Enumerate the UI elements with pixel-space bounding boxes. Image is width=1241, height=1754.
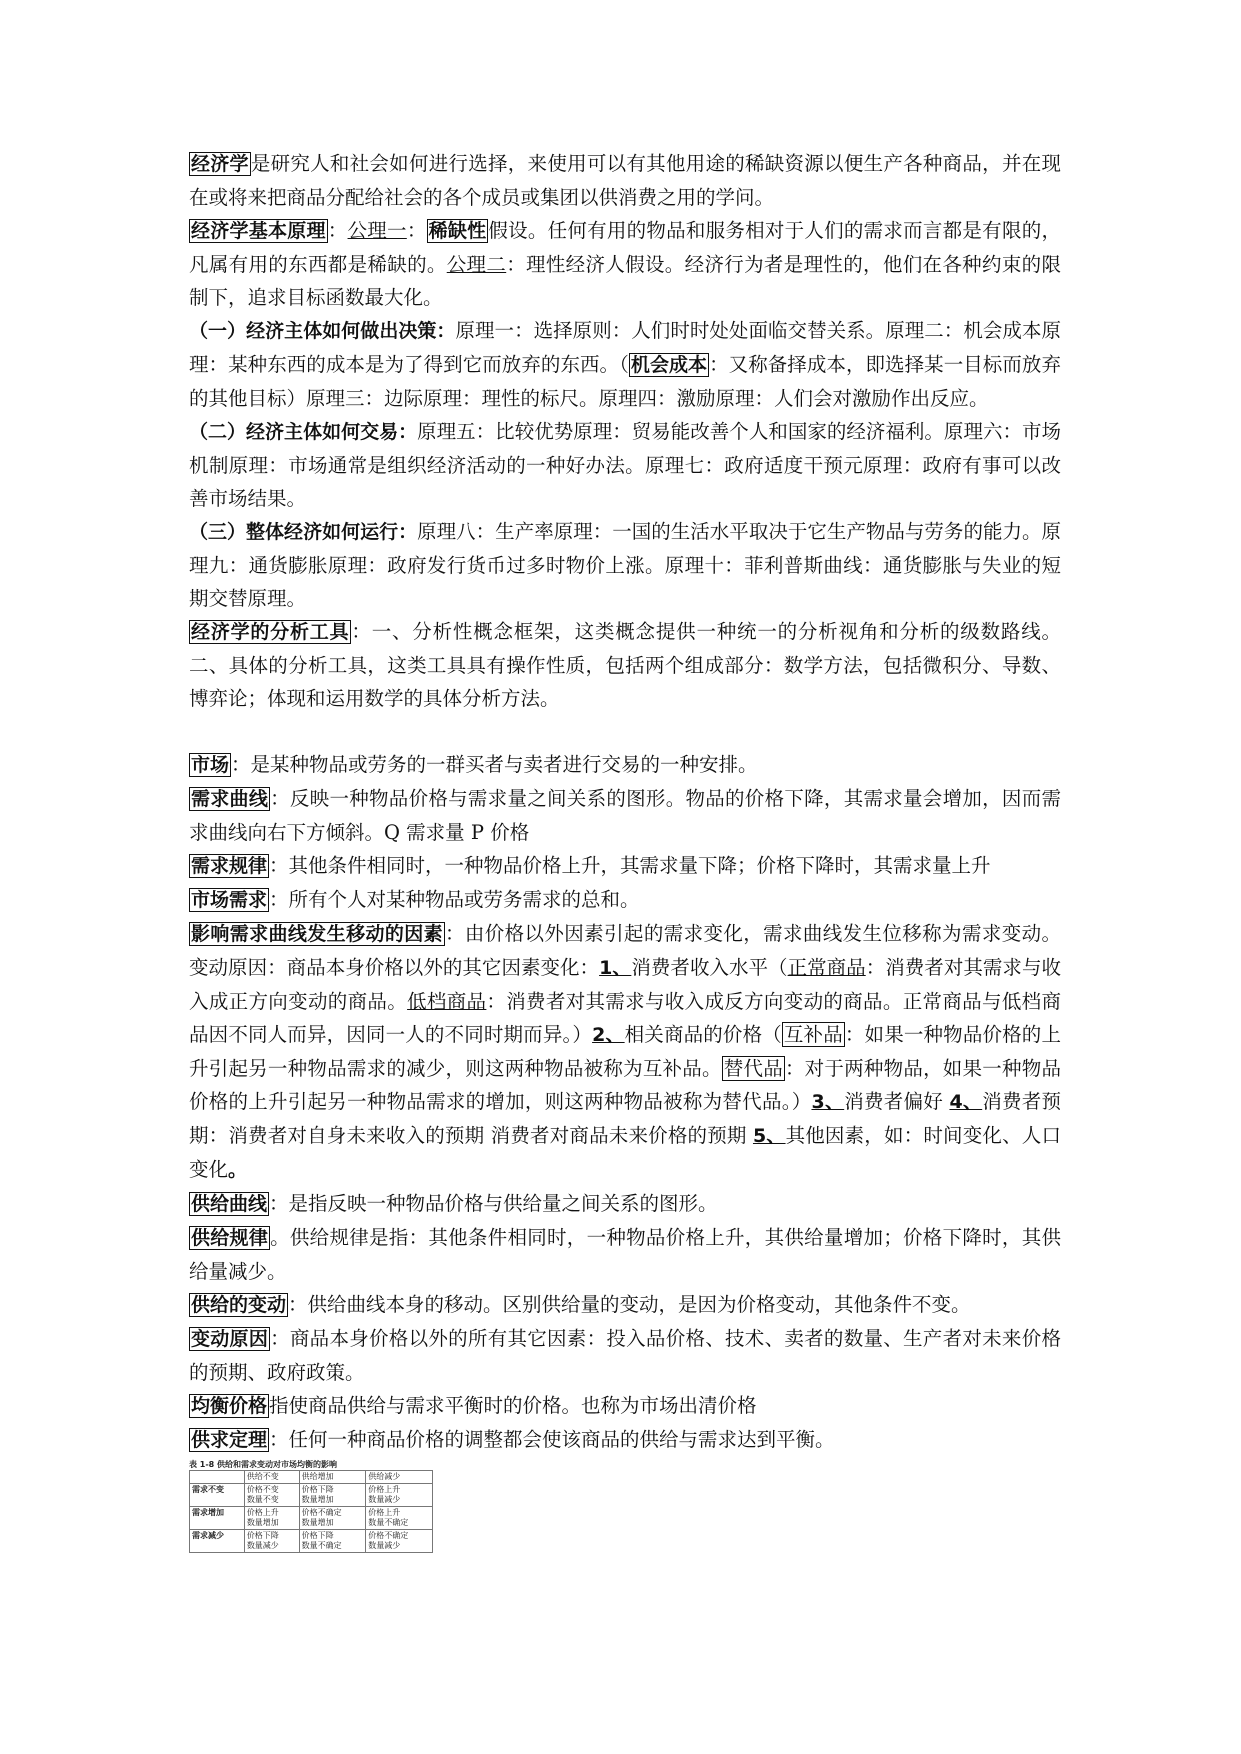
table-cell: [299, 1530, 366, 1553]
term-basic-principles: 经济学基本原理: [191, 220, 326, 242]
table-row-header: 需求增加: [190, 1507, 245, 1530]
list-number: 3、: [811, 1091, 845, 1113]
term-substitutes: 替代品: [723, 1057, 783, 1080]
term-supply-curve: 供给曲线: [191, 1193, 268, 1215]
term-law-of-supply: 供给规律: [191, 1227, 269, 1249]
paragraph-economics-definition: [189, 147, 1061, 214]
table-cell: [299, 1507, 366, 1530]
section-heading: （三）整体经济如何运行：: [189, 521, 418, 543]
term-change-causes: 变动原因: [191, 1328, 269, 1350]
separator: ：: [327, 219, 348, 242]
cell-line: 数量增加: [301, 1518, 334, 1527]
paragraph-law-of-supply: [189, 1221, 1061, 1288]
cell-line: 价格上升: [368, 1508, 401, 1517]
table-header-cell: [190, 1471, 245, 1484]
term-supply-demand-theorem: 供求定理: [191, 1429, 268, 1451]
term-market-demand: 市场需求: [191, 889, 268, 911]
paragraph-economy: [189, 515, 1061, 615]
paragraph-law-of-demand: [189, 849, 1061, 883]
term-analysis-tools: 经济学的分析工具: [191, 621, 350, 643]
list-number: 1、: [599, 957, 632, 979]
paragraph-market: [189, 748, 1061, 782]
term-market: 市场: [191, 754, 230, 776]
paragraph-text: ：其他条件相同时，一种物品价格上升，其需求量下降；价格下降时，其需求量上升: [269, 854, 991, 877]
term-inferior-goods: 低档商品: [407, 990, 487, 1013]
paragraph-text: 指使商品供给与需求平衡时的价格。也称为市场出清价格: [269, 1394, 757, 1417]
paragraph-text: ：如果一种物品价格的上升引起另一种物品需求的减少，则这两种物品被称为互补品。: [189, 1023, 1061, 1080]
separator: ：: [406, 219, 427, 242]
term-demand-curve: 需求曲线: [191, 788, 269, 810]
paragraph-text: 相关商品的价格（: [624, 1023, 782, 1046]
cell-line: 数量增加: [301, 1495, 334, 1504]
table-cell: [366, 1484, 433, 1507]
paragraph-basic-principles: [189, 214, 1061, 314]
table-caption: 表 1-8 供给和需求变动对市场均衡的影响: [189, 1460, 338, 1469]
section-heading: （二）经济主体如何交易：: [189, 421, 418, 443]
cell-line: 数量减少: [246, 1541, 279, 1550]
paragraph-analysis-tools: [189, 615, 1061, 715]
term-law-of-demand: 需求规律: [191, 855, 268, 877]
paragraph-change-causes: [189, 1322, 1061, 1389]
list-number: 4、: [949, 1091, 983, 1113]
paragraph-text: ：反映一种物品价格与需求量之间关系的图形。物品的价格下降，其需求量会增加，因而需求曲线向右下方倾斜。Q 需求量 P 价格: [189, 787, 1061, 844]
term-complements: 互补品: [783, 1023, 843, 1046]
axiom-one: 公理一: [347, 219, 407, 242]
table-cell: [299, 1484, 366, 1507]
table-row: [190, 1507, 433, 1530]
cell-line: 价格不确定: [301, 1508, 342, 1517]
paragraph-text: ：是某种物品或劳务的一群买者与卖者进行交易的一种安排。: [231, 753, 758, 776]
term-supply-change: 供给的变动: [191, 1294, 287, 1316]
table-cell: [366, 1507, 433, 1530]
cell-line: 数量减少: [368, 1495, 401, 1504]
paragraph-text: ：又称备择成本，即选择某一目标而放弃的其他目标）原理三：边际原理：理性的标尺。原理四：激励原理：人们会对激励作出反应。: [189, 353, 1061, 410]
table-row-header: 需求不变: [190, 1484, 245, 1507]
paragraph-text: 消费者预期：消费者对自身未来收入的预期 消费者对商品未来价格的预期: [189, 1090, 1061, 1147]
paragraph-supply-change: [189, 1288, 1061, 1322]
paragraph-text: 消费者收入水平（: [631, 956, 788, 979]
paragraph-supply-demand-theorem: [189, 1423, 1061, 1457]
cell-line: 价格不变: [246, 1485, 279, 1494]
paragraph-end: 。: [228, 1159, 248, 1181]
paragraph-text: 原理一：选择原则：人们时时处处面临交替关系。原理二：机会成本原理：某种东西的成本是为了得到它而放弃的东西。（: [189, 319, 1061, 376]
paragraph-text: ：消费者对其需求与收入成反方向变动的商品。正常商品与低档商品因不同人而异，因同一人的不同时期而异。）: [189, 990, 1061, 1046]
paragraph-supply-curve: [189, 1187, 1061, 1221]
cell-line: 价格下降: [301, 1531, 334, 1540]
cell-line: 数量不变: [246, 1495, 279, 1504]
paragraph-market-demand: [189, 883, 1061, 917]
section-heading: （一）经济主体如何做出决策：: [189, 320, 456, 342]
cell-line: 数量不确定: [301, 1541, 342, 1550]
blank-line: [189, 715, 1061, 748]
paragraph-text: ：理性经济人假设。经济行为者是理性的，他们在各种约束的限制下，追求目标函数最大化。: [189, 253, 1061, 309]
cell-line: 数量减少: [368, 1541, 401, 1550]
table-cell: [244, 1530, 299, 1553]
table-cell: [244, 1507, 299, 1530]
paragraph-text: ：对于两种物品，如果一种物品价格的上升引起另一种物品需求的增加，则这两种物品被称为替代品。）: [189, 1057, 1061, 1113]
cell-line: 价格下降: [246, 1531, 279, 1540]
table-row: [190, 1484, 433, 1507]
equilibrium-table-figure: [189, 1459, 1061, 1553]
paragraph-text: ：商品本身价格以外的所有其它因素：投入品价格、技术、卖者的数量、生产者对未来价格的预期、政府政策。: [189, 1327, 1061, 1384]
table-header-cell: 供给不变: [244, 1471, 299, 1484]
term-normal-goods: 正常商品: [787, 956, 866, 979]
table-header-cell: 供给减少: [366, 1471, 433, 1484]
term-demand-shift-factors: 影响需求曲线发生移动的因素: [191, 923, 443, 945]
cell-line: 数量不确定: [368, 1518, 409, 1527]
cell-line: 价格上升: [368, 1485, 401, 1494]
list-number: 2、: [592, 1024, 625, 1046]
paragraph-text: 消费者偏好: [844, 1090, 950, 1113]
term-opportunity-cost: 机会成本: [630, 354, 708, 376]
table-cell: [244, 1484, 299, 1507]
term-economics: 经济学: [191, 153, 249, 175]
table-row: [190, 1530, 433, 1553]
cell-line: 价格上升: [246, 1508, 279, 1517]
paragraph-text: ：所有个人对某种物品或劳务需求的总和。: [269, 888, 640, 911]
paragraph-demand-curve: [189, 782, 1061, 849]
paragraph-trade: [189, 415, 1061, 515]
paragraph-text: 是研究人和社会如何进行选择，来使用可以有其他用途的稀缺资源以便生产各种商品，并在现在或将来把商品分配给社会的各个成员或集团以供消费之用的学问。: [189, 152, 1061, 209]
table-row-header: 需求减少: [190, 1530, 245, 1553]
term-equilibrium-price: 均衡价格: [191, 1395, 268, 1417]
paragraph-text: 原理五：比较优势原理：贸易能改善个人和国家的经济福利。原理六：市场机制原理：市场通常是组织经济活动的一种好办法。原理七：政府适度干预元原理：政府有事可以改善市场结果。: [189, 420, 1061, 510]
cell-line: 价格不确定: [368, 1531, 409, 1540]
table-cell: [366, 1530, 433, 1553]
term-scarcity: 稀缺性: [428, 220, 487, 242]
table-header-row: [190, 1471, 433, 1484]
cell-line: 价格下降: [301, 1485, 334, 1494]
axiom-two: 公理二: [446, 253, 507, 276]
paragraph-text: 假设。任何有用的物品和服务相对于人们的需求而言都是有限的，凡属有用的东西都是稀缺的。: [189, 219, 1061, 276]
document-page: [189, 147, 1061, 1553]
paragraph-text: ：是指反映一种物品价格与供给量之间关系的图形。: [269, 1192, 718, 1215]
paragraph-decision-making: [189, 314, 1061, 415]
cell-line: 数量增加: [246, 1518, 279, 1527]
equilibrium-effects-table: [189, 1470, 433, 1553]
paragraph-equilibrium-price: [189, 1389, 1061, 1423]
table-header-cell: 供给增加: [299, 1471, 366, 1484]
paragraph-text: 其他因素，如：时间变化、人口变化: [189, 1124, 1061, 1181]
paragraph-text: ：由价格以外因素引起的需求变化，需求曲线发生位移称为需求变动。变动原因：商品本身价格以外的其它因素变化：: [189, 922, 1061, 979]
paragraph-text: 。供给规律是指：其他条件相同时，一种物品价格上升，其供给量增加；价格下降时，其供给量减少。: [189, 1226, 1061, 1283]
paragraph-text: ：消费者对其需求与收入成正方向变动的商品。: [189, 956, 1061, 1013]
paragraph-text: ：一、分析性概念框架，这类概念提供一种统一的分析视角和分析的级数路线。二、具体的分析工具，这类工具具有操作性质，包括两个组成部分：数学方法，包括微积分、导数、博弈论；体现和运用数学的具体分析方法。: [189, 620, 1061, 710]
paragraph-text: 原理八：生产率原理：一国的生活水平取决于它生产物品与劳务的能力。原理九：通货膨胀原理：政府发行货币过多时物价上涨。原理十：菲利普斯曲线：通货膨胀与失业的短期交替原理。: [189, 520, 1061, 610]
paragraph-text: ：供给曲线本身的移动。区别供给量的变动，是因为价格变动，其他条件不变。: [288, 1293, 971, 1316]
list-number: 5、: [752, 1125, 786, 1147]
paragraph-demand-shift-factors: [189, 917, 1061, 1187]
paragraph-text: ：任何一种商品价格的调整都会使该商品的供给与需求达到平衡。: [269, 1428, 835, 1451]
